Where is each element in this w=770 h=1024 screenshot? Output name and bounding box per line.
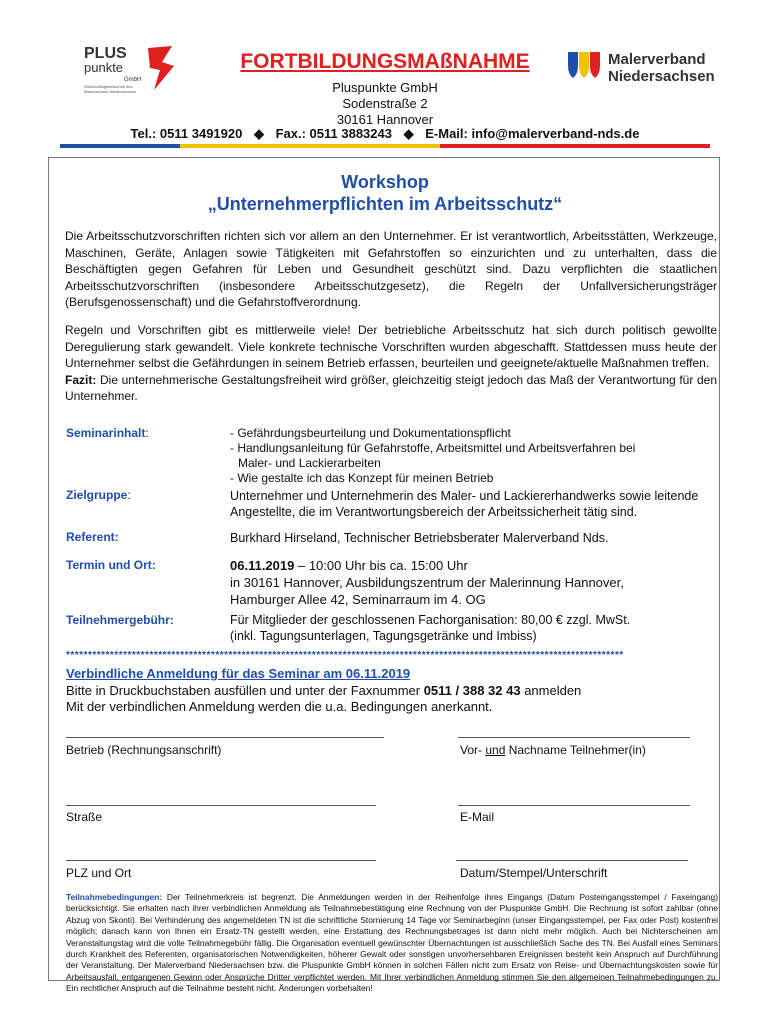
gebuehr-line-1: Für Mitglieder der geschlossenen Fachorganisation: 80,00 € zzgl. MwSt. bbox=[230, 613, 631, 627]
color-band bbox=[60, 144, 710, 154]
zielgruppe-label bbox=[66, 488, 131, 502]
gebuehr-line-2: (inkl. Tagungsunterlagen, Tagungsgetränke und Imbiss) bbox=[230, 629, 537, 643]
referent-value: Burkhard Hirseland, Technischer Betriebsberater Malerverband Nds. bbox=[230, 531, 609, 545]
plz-ort-label: PLZ und Ort bbox=[66, 866, 132, 880]
list-item: - Gefährdungsbeurteilung und Dokumentationspflicht bbox=[230, 426, 511, 440]
workshop-label: Workshop bbox=[341, 172, 429, 192]
star-divider: ******************************************************************************************************************************* bbox=[66, 650, 624, 661]
termin-datetime bbox=[230, 557, 710, 574]
name-field[interactable] bbox=[458, 737, 690, 738]
logo-sub1-text: Wirtschaftsgesellschaft des bbox=[84, 84, 133, 89]
diamond-icon: ◆ bbox=[403, 126, 414, 141]
phone-number: Tel.: 0511 3491920 bbox=[130, 126, 243, 141]
termin-value bbox=[230, 557, 710, 608]
fazit-text: Die unternehmerische Gestaltungsfreiheit wird größer, gleichzeitig steigt jedoch das Maß der Verantwortung für den Unternehmer. bbox=[65, 372, 717, 403]
logo-sub2-text: Malerverband Niedersachsen bbox=[84, 89, 137, 94]
zielgruppe-line-2: Angestellte, die im Verantwortungsbereich der Arbeitssicherheit tätig sind. bbox=[230, 505, 638, 519]
gebuehr-label: Teilnehmergebühr: bbox=[66, 613, 174, 627]
anmeldung-fax-number: 0511 / 388 32 43 bbox=[423, 683, 521, 698]
seminarinhalt-label-text: Seminarinhalt bbox=[66, 426, 146, 440]
betrieb-field[interactable] bbox=[66, 737, 384, 738]
zielgruppe-label-text: Zielgruppe bbox=[66, 488, 128, 502]
logo-niedersachsen-text: Niedersachsen bbox=[608, 68, 715, 85]
anmeldung-text-b: anmelden bbox=[520, 683, 582, 698]
contact-line bbox=[0, 126, 770, 142]
diamond-icon: ◆ bbox=[253, 126, 264, 141]
company-name: Pluspunkte GmbH bbox=[332, 80, 438, 95]
logo-plus-text: PLUS bbox=[84, 45, 127, 62]
termin-date: 06.11.2019 bbox=[230, 558, 295, 573]
anmeldung-conditions: Mit der verbindlichen Anmeldung werden die u.a. Bedingungen anerkannt. bbox=[66, 699, 493, 714]
intro-paragraph-2-text: Regeln und Vorschriften gibt es mittlerweile viele! Der betriebliche Arbeitsschutz hat sich durch politisch gewollte Deregulierung stark gewandelt. Viele konkrete technische Vorschriften wurden abgeschafft. Stattdessen muss heute der Unternehmer selbst die Gefährdungen in seinem Betrieb erfassen, beurteilen und geeignete/aktuelle Maßnahmen treffen. bbox=[65, 323, 717, 370]
fazit-label: Fazit: bbox=[65, 372, 97, 387]
intro-paragraph-1: Die Arbeitsschutzvorschriften richten sich vor allem an den Unternehmer. Er ist verantwortlich, Arbeitsstätten, Werkzeuge, Maschinen, Geräte, Anlagen sowie Tätigkeiten mit Gefahrstoffen so einzurichten und zu unterhalten, dass die Beschäftigten gegen Gefahren für Leben und Gesundheit geschützt sind. Dazu verpflichten die staatlichen Arbeitsschutzvorschriften (insbesondere Arbeitsschutzgesetz), die Regeln der Unfallversicherungsträger (Berufsgenossenschaft) und die Gefahrstoffverordnung. bbox=[65, 229, 717, 309]
name-label bbox=[460, 743, 646, 757]
name-label-und: und bbox=[485, 743, 506, 757]
terms-paragraph bbox=[66, 892, 718, 995]
referent-label: Referent: bbox=[66, 530, 119, 544]
terms-text: Der Teilnehmerkreis ist begrenzt. Die Anmeldungen werden in der Reihenfolge ihres Eingangs (Datum Posteingangsstempel / Faxeingang) berücksichtigt. Sie erhalten nach ihrer verbindlichen Anmeldung als Teilnahmebestätigung eine Rechnung von der Pluspunkte GmbH. Die Rechnung ist sofort zahlbar (ohne Abzug von Skonti). Bei Verhinderung des angemeldeten TN ist die schriftliche Stornierung 14 Tage vor Seminarbeginn (unser Eingangsstempel, per Fax oder Post) kostenfrei möglich; danach kann von Ihnen ein Ersatz-TN gestellt werden, eine Erstattung des Rechnungsbetrages ist dann nicht mehr möglich. Auch bei Nichterscheinen am Veranstaltungstag wird die volle Teilnahmegebühr fällig. Die Organisation eventuell gewünschter Übernachtungen ist ausschließlich Sache des TN. Bei Ausfall eines Seminars durch Krankheit des Referenten, organisatorischen Notwendigkeiten, höherer Gewalt oder sonstigen unvorhersehbaren Ereignissen besteht kein Anspruch auf Durchführung der Veranstaltung. Der Malerverband Niedersachsen bzw. die Pluspunkte GmbH können in solchen Fällen nicht zum Ersatz von Reise- und Übernachtungskosten sowie für Arbeitsausfall, entgangenen Gewinn oder Ansprüche Dritter verpflichtet werden. Mit Ihrer verbindlichen Anmeldung stimmen Sie den allgemeinen Teilnahmebedingungen zu. Ein rechtlicher Anspruch auf die Teilnahme besteht nicht. Änderungen vorbehalten! bbox=[66, 892, 718, 994]
email-field[interactable] bbox=[458, 805, 690, 806]
plz-ort-field[interactable] bbox=[66, 860, 376, 861]
workshop-title: „Unternehmerpflichten im Arbeitsschutz“ bbox=[207, 194, 563, 214]
company-city: 30161 Hannover bbox=[336, 112, 434, 127]
gebuehr-value bbox=[230, 612, 710, 644]
termin-label: Termin und Ort: bbox=[66, 558, 156, 572]
fazit-paragraph bbox=[65, 372, 717, 405]
anmeldung-text-a: Bitte in Druckbuchstaben ausfüllen und unter der Faxnummer bbox=[66, 683, 424, 698]
email-address: E-Mail: info@malerverband-nds.de bbox=[425, 126, 640, 141]
logo-punkte-text: punkte bbox=[84, 60, 124, 75]
anmeldung-instruction bbox=[66, 683, 581, 699]
seminarinhalt-colon: : bbox=[145, 426, 149, 440]
email-label: E-Mail bbox=[460, 810, 495, 824]
signature-label: Datum/Stempel/Unterschrift bbox=[460, 866, 608, 880]
list-item: - Handlungsanleitung für Gefahrstoffe, Arbeitsmittel und Arbeitsverfahren bei bbox=[230, 441, 636, 455]
betrieb-label: Betrieb (Rechnungsanschrift) bbox=[66, 743, 222, 757]
anmeldung-title: Verbindliche Anmeldung für das Seminar am 06.11.2019 bbox=[66, 666, 411, 681]
termin-time: – 10:00 Uhr bis ca. 15:00 Uhr bbox=[294, 558, 468, 573]
intro-paragraph-2 bbox=[65, 322, 717, 405]
company-street: Sodenstraße 2 bbox=[342, 96, 428, 111]
zielgruppe-line-1: Unternehmer und Unternehmerin des Maler- und Lackiererhandwerks sowie leitende bbox=[230, 489, 699, 503]
logo-malerverband-text: Malerverband bbox=[608, 51, 706, 68]
zielgruppe-value bbox=[230, 488, 710, 520]
strasse-field[interactable] bbox=[66, 805, 376, 806]
seminarinhalt-label bbox=[66, 426, 149, 440]
termin-place-2: Hamburger Allee 42, Seminarraum im 4. OG bbox=[230, 592, 486, 607]
seminarinhalt-list bbox=[230, 426, 710, 486]
fax-number: Fax.: 0511 3883243 bbox=[275, 126, 392, 141]
signature-field[interactable] bbox=[456, 860, 688, 861]
strasse-label: Straße bbox=[66, 810, 103, 824]
name-label-a: Vor- bbox=[460, 743, 486, 757]
name-label-b: Nachname Teilnehmer(in) bbox=[505, 743, 646, 757]
list-item: - Wie gestalte ich das Konzept für meinen Betrieb bbox=[230, 471, 494, 485]
zielgruppe-colon: : bbox=[127, 488, 131, 502]
document-title: FORTBILDUNGSMAßNAHME bbox=[240, 50, 530, 73]
termin-place-1: in 30161 Hannover, Ausbildungszentrum der Malerinnung Hannover, bbox=[230, 575, 624, 590]
terms-label: Teilnahmebedingungen: bbox=[66, 892, 163, 902]
logo-gmbh-text: GmbH bbox=[124, 77, 142, 83]
list-item: Maler- und Lackierarbeiten bbox=[238, 456, 381, 470]
